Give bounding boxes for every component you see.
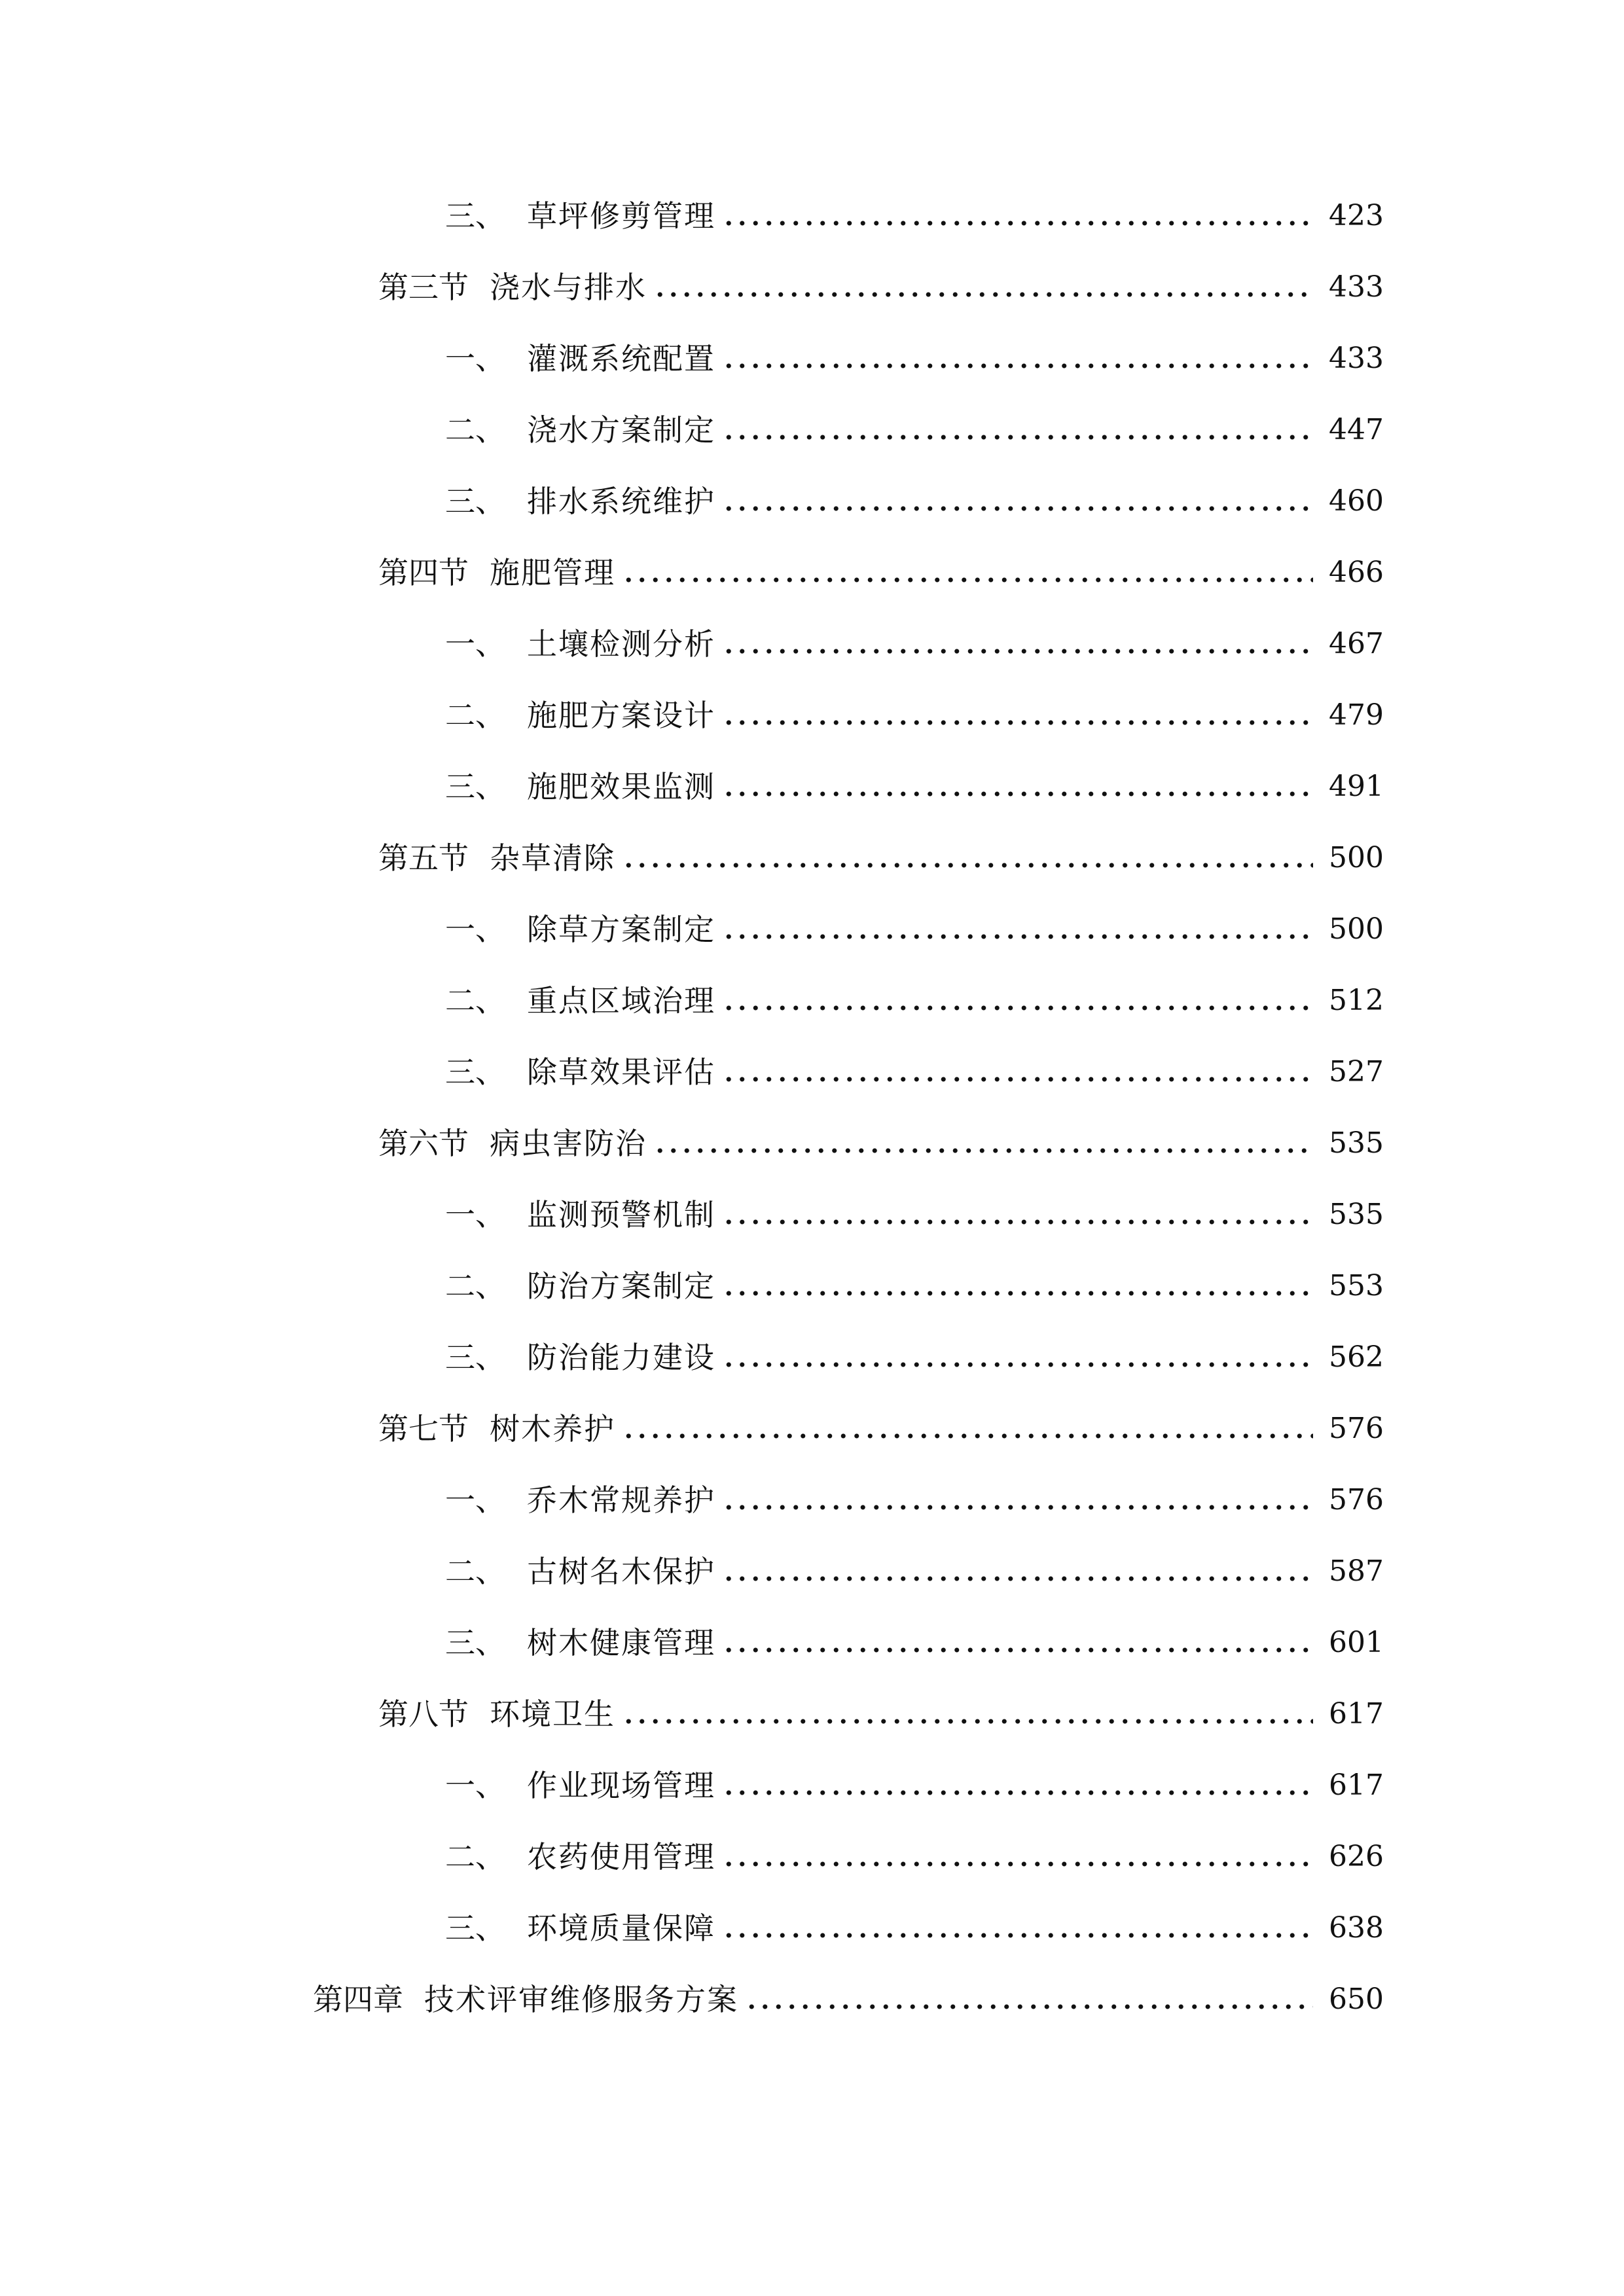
entry-page-number: 562 xyxy=(1329,1340,1384,1374)
toc-entry[interactable] xyxy=(445,1043,1384,1102)
entry-page-number: 553 xyxy=(1329,1269,1384,1302)
entry-number: 二、 xyxy=(445,983,505,1018)
dot-leader xyxy=(653,290,1313,299)
entry-page-number: 617 xyxy=(1329,1697,1384,1731)
entry-title: 重点区域治理 xyxy=(527,983,715,1018)
entry-title: 技术评审维修服务方案 xyxy=(424,1982,738,2017)
entry-number: 第六节 xyxy=(378,1126,469,1161)
entry-number: 二、 xyxy=(445,1839,505,1874)
dot-leader xyxy=(722,1003,1313,1013)
dot-leader xyxy=(653,1146,1313,1155)
toc-entry[interactable] xyxy=(378,543,1384,602)
toc-entry[interactable] xyxy=(445,401,1384,459)
toc-entry[interactable] xyxy=(445,1185,1384,1244)
entry-page-number: 433 xyxy=(1329,342,1384,375)
entry-title: 防治能力建设 xyxy=(527,1340,715,1375)
toc-entry[interactable] xyxy=(378,1399,1384,1458)
entry-page-number: 527 xyxy=(1329,1055,1384,1088)
entry-number: 二、 xyxy=(445,1554,505,1589)
entry-page-number: 601 xyxy=(1329,1626,1384,1659)
dot-leader xyxy=(622,1717,1313,1726)
entry-title: 施肥效果监测 xyxy=(527,769,715,804)
dot-leader xyxy=(722,504,1313,513)
entry-page-number: 460 xyxy=(1329,484,1384,518)
entry-page-number: 479 xyxy=(1329,698,1384,732)
toc-entry[interactable] xyxy=(445,187,1384,245)
dot-leader xyxy=(745,2002,1313,2011)
entry-title: 环境质量保障 xyxy=(527,1910,715,1946)
toc-entry[interactable] xyxy=(378,1685,1384,1744)
entry-page-number: 617 xyxy=(1329,1768,1384,1802)
entry-number: 二、 xyxy=(445,1268,505,1304)
entry-title: 施肥方案设计 xyxy=(527,698,715,733)
toc-entry[interactable] xyxy=(445,686,1384,745)
dot-leader xyxy=(622,861,1313,870)
entry-title: 土壤检测分析 xyxy=(527,626,715,662)
entry-number: 一、 xyxy=(445,341,505,376)
entry-title: 排水系统维护 xyxy=(527,484,715,519)
entry-page-number: 500 xyxy=(1329,912,1384,946)
dot-leader xyxy=(722,932,1313,941)
entry-number: 三、 xyxy=(445,1625,505,1660)
entry-number: 第三节 xyxy=(378,270,469,305)
toc-entry[interactable] xyxy=(445,900,1384,959)
dot-leader xyxy=(722,433,1313,442)
entry-page-number: 650 xyxy=(1329,1982,1384,2016)
toc-entry[interactable] xyxy=(378,1114,1384,1173)
toc-entry[interactable] xyxy=(445,1542,1384,1601)
dot-leader xyxy=(722,647,1313,656)
dot-leader xyxy=(722,1075,1313,1084)
entry-title: 乔木常规养护 xyxy=(527,1482,715,1518)
entry-number: 一、 xyxy=(445,1768,505,1803)
toc-entry[interactable] xyxy=(445,1328,1384,1387)
entry-title: 作业现场管理 xyxy=(527,1768,715,1803)
dot-leader xyxy=(722,789,1313,798)
dot-leader xyxy=(722,1931,1313,1940)
entry-page-number: 638 xyxy=(1329,1911,1384,1945)
entry-number: 三、 xyxy=(445,769,505,804)
entry-number: 一、 xyxy=(445,626,505,662)
entry-number: 一、 xyxy=(445,912,505,947)
entry-title: 灌溉系统配置 xyxy=(527,341,715,376)
entry-page-number: 423 xyxy=(1329,199,1384,232)
entry-page-number: 535 xyxy=(1329,1198,1384,1231)
toc-entry[interactable] xyxy=(445,329,1384,388)
entry-title: 监测预警机制 xyxy=(527,1197,715,1232)
toc-entry[interactable] xyxy=(378,258,1384,317)
entry-number: 一、 xyxy=(445,1482,505,1518)
toc-entry[interactable] xyxy=(445,1827,1384,1886)
entry-page-number: 576 xyxy=(1329,1483,1384,1516)
dot-leader xyxy=(722,1289,1313,1298)
toc-entry[interactable] xyxy=(445,1613,1384,1672)
entry-title: 环境卫生 xyxy=(490,1696,615,1732)
entry-title: 农药使用管理 xyxy=(527,1839,715,1874)
entry-number: 一、 xyxy=(445,1197,505,1232)
toc-entry[interactable] xyxy=(313,1970,1384,2029)
entry-page-number: 466 xyxy=(1329,556,1384,589)
entry-title: 除草效果评估 xyxy=(527,1054,715,1090)
dot-leader xyxy=(722,1360,1313,1369)
entry-title: 树木养护 xyxy=(490,1411,615,1446)
entry-page-number: 433 xyxy=(1329,270,1384,304)
entry-title: 古树名木保护 xyxy=(527,1554,715,1589)
entry-number: 第四章 xyxy=(313,1982,403,2017)
entry-title: 杂草清除 xyxy=(490,840,615,876)
toc-entry[interactable] xyxy=(445,971,1384,1030)
dot-leader xyxy=(722,718,1313,727)
toc-entry[interactable] xyxy=(378,829,1384,888)
entry-title: 防治方案制定 xyxy=(527,1268,715,1304)
dot-leader xyxy=(722,1859,1313,1869)
entry-page-number: 576 xyxy=(1329,1412,1384,1445)
entry-title: 施肥管理 xyxy=(490,555,615,590)
dot-leader xyxy=(722,1574,1313,1583)
entry-page-number: 535 xyxy=(1329,1126,1384,1160)
entry-title: 病虫害防治 xyxy=(490,1126,647,1161)
entry-title: 除草方案制定 xyxy=(527,912,715,947)
dot-leader xyxy=(622,575,1313,584)
entry-number: 第七节 xyxy=(378,1411,469,1446)
toc-entry[interactable] xyxy=(445,615,1384,673)
entry-number: 三、 xyxy=(445,484,505,519)
dot-leader xyxy=(722,1645,1313,1655)
entry-page-number: 512 xyxy=(1329,984,1384,1017)
entry-page-number: 491 xyxy=(1329,770,1384,803)
entry-title: 浇水方案制定 xyxy=(527,412,715,448)
toc-entry[interactable] xyxy=(445,757,1384,816)
entry-page-number: 500 xyxy=(1329,841,1384,874)
entry-number: 三、 xyxy=(445,1054,505,1090)
entry-page-number: 447 xyxy=(1329,413,1384,446)
entry-number: 二、 xyxy=(445,412,505,448)
entry-number: 三、 xyxy=(445,198,505,234)
entry-number: 第八节 xyxy=(378,1696,469,1732)
toc-entry[interactable] xyxy=(445,1756,1384,1815)
dot-leader xyxy=(722,1217,1313,1227)
entry-page-number: 467 xyxy=(1329,627,1384,660)
dot-leader xyxy=(722,219,1313,228)
toc-entry[interactable] xyxy=(445,472,1384,531)
entry-title: 树木健康管理 xyxy=(527,1625,715,1660)
dot-leader xyxy=(622,1431,1313,1441)
entry-number: 三、 xyxy=(445,1340,505,1375)
entry-number: 三、 xyxy=(445,1910,505,1946)
entry-page-number: 587 xyxy=(1329,1554,1384,1588)
dot-leader xyxy=(722,1788,1313,1797)
entry-number: 二、 xyxy=(445,698,505,733)
toc-entry[interactable] xyxy=(445,1257,1384,1316)
entry-number: 第五节 xyxy=(378,840,469,876)
toc-entry[interactable] xyxy=(445,1471,1384,1530)
entry-title: 浇水与排水 xyxy=(490,270,647,305)
toc-entry[interactable] xyxy=(445,1899,1384,1958)
dot-leader xyxy=(722,361,1313,370)
entry-page-number: 626 xyxy=(1329,1840,1384,1873)
entry-title: 草坪修剪管理 xyxy=(527,198,715,234)
dot-leader xyxy=(722,1503,1313,1512)
entry-number: 第四节 xyxy=(378,555,469,590)
